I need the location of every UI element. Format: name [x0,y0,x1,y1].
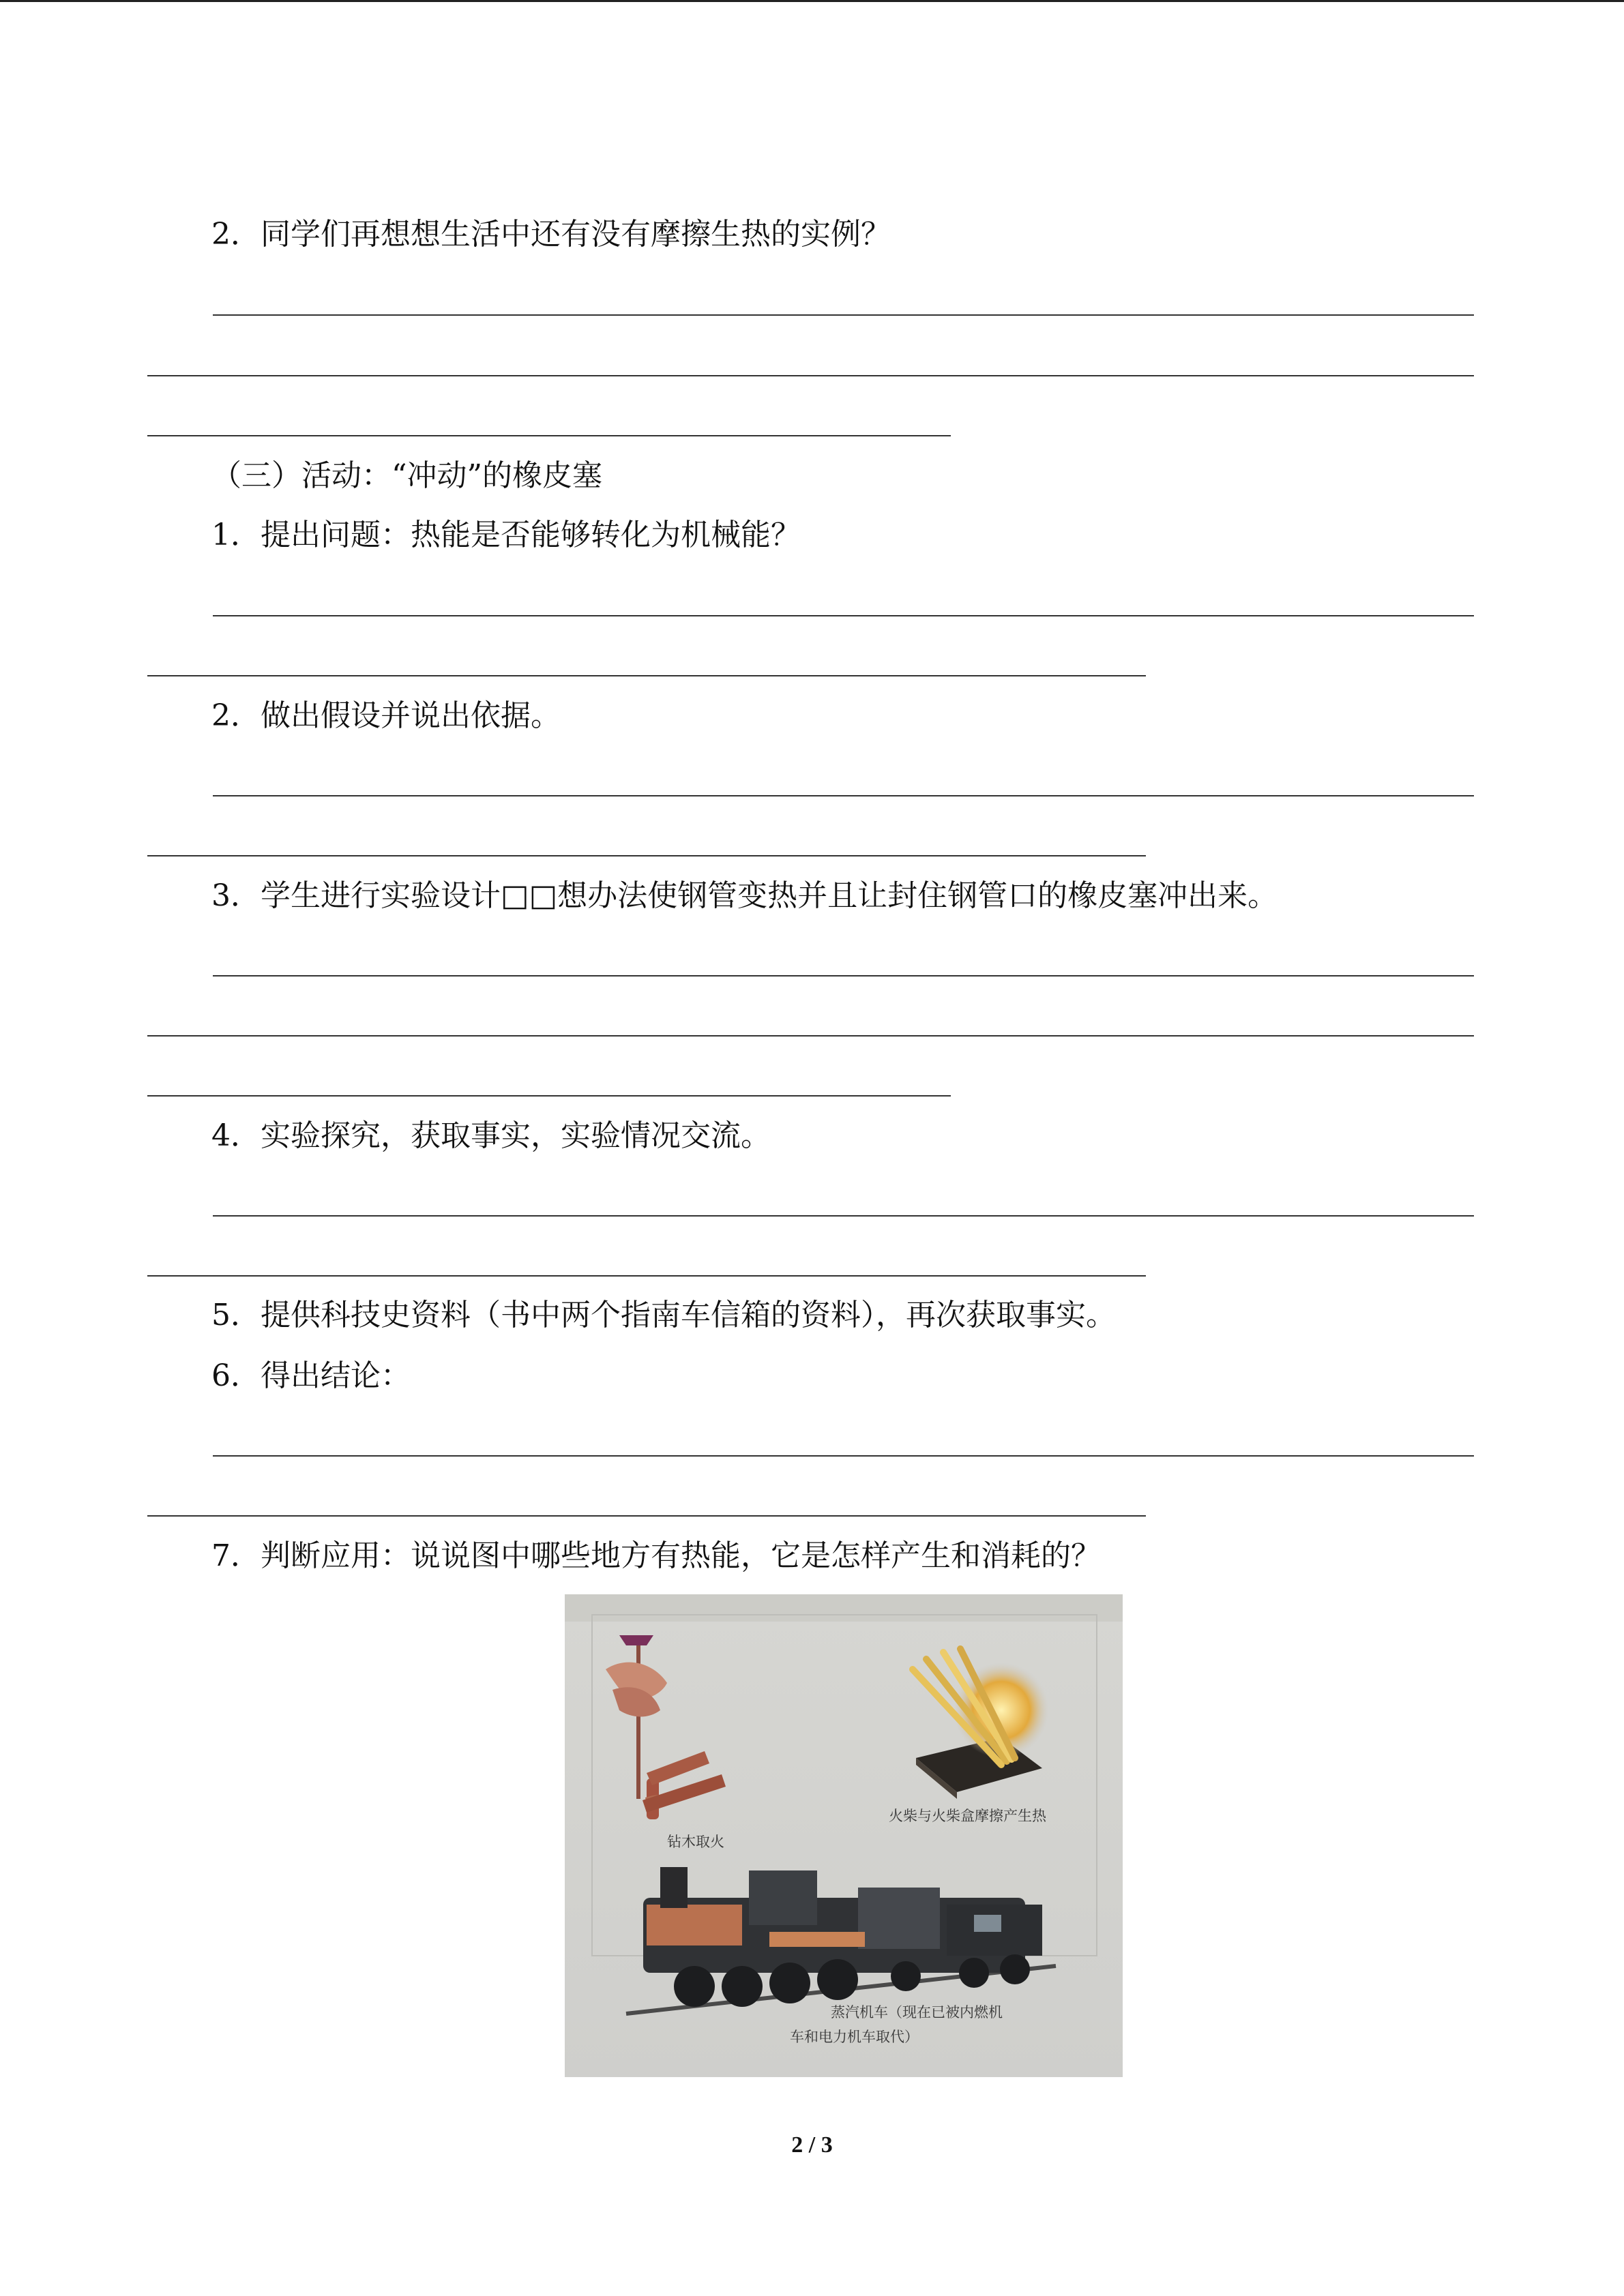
answer-line[interactable] [147,1515,1146,1517]
top-border [0,0,1624,2]
caption-drill-fire: 钻木取火 [667,1834,724,1850]
answer-line[interactable] [213,314,1474,316]
caption-train-line-2: 车和电力机车取代） [790,2029,919,2045]
question-2-examples: 2．同学们再想想生活中还有没有摩擦生热的实例？ [211,217,891,252]
answer-line[interactable] [147,375,1474,376]
question-4-explore: 4．实验探究，获取事实，实验情况交流。 [211,1118,771,1153]
answer-line[interactable] [213,1455,1474,1457]
answer-line[interactable] [213,975,1474,976]
answer-line[interactable] [147,675,1146,676]
question-3-design: 3．学生进行实验设计□□想办法使钢管变热并且让封住钢管口的橡皮塞冲出来。 [211,878,1278,913]
question-7-apply: 7．判断应用：说说图中哪些地方有热能，它是怎样产生和消耗的？ [211,1538,1101,1573]
heat-examples-figure [565,1594,1123,2077]
question-1-raise: 1．提出问题：热能是否能够转化为机械能？ [211,518,801,552]
question-2-hypothesis: 2．做出假设并说出依据。 [211,698,561,733]
page-number: 2 / 3 [791,2132,833,2158]
answer-line[interactable] [213,1215,1474,1217]
answer-line[interactable] [147,855,1146,856]
question-5-history: 5．提供科技史资料（书中两个指南车信箱的资料），再次获取事实。 [211,1298,1116,1332]
answer-line[interactable] [147,1095,951,1097]
answer-line[interactable] [213,795,1474,796]
caption-match: 火柴与火柴盒摩擦产生热 [889,1808,1046,1824]
answer-line[interactable] [213,615,1474,616]
question-6-conclusion: 6．得出结论： [211,1358,411,1393]
answer-line[interactable] [147,435,951,436]
answer-line[interactable] [147,1275,1146,1277]
caption-train-line-1: 蒸汽机车（现在已被内燃机 [831,2004,1003,2021]
activity-heading: （三）活动：“冲动”的橡皮塞 [211,458,602,493]
answer-line[interactable] [147,1035,1474,1037]
